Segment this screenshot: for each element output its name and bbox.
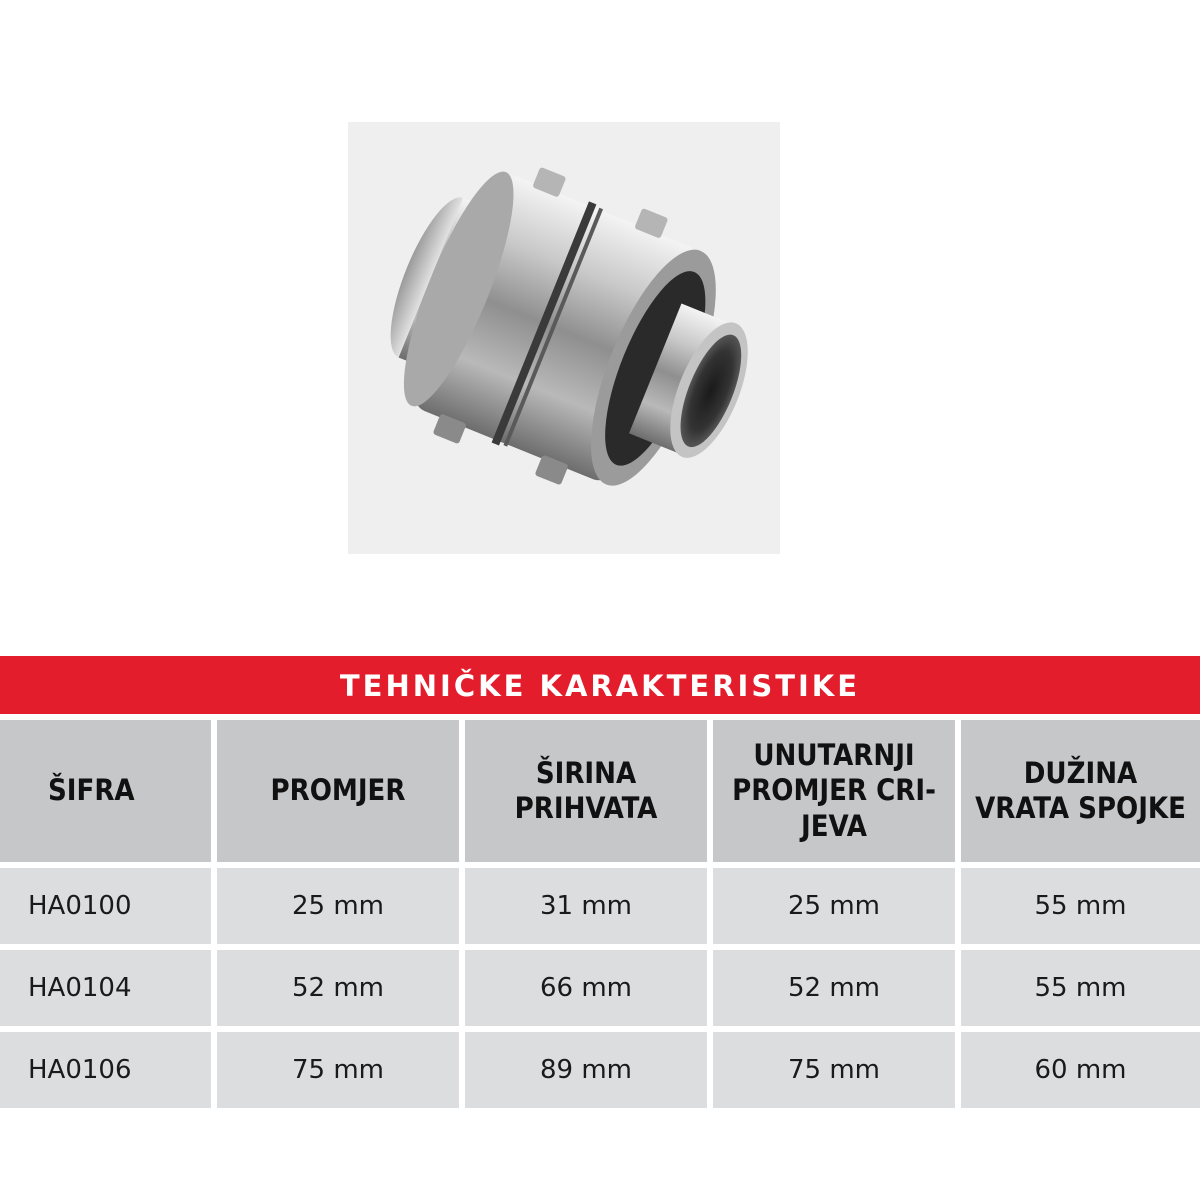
spec-banner bbox=[0, 656, 1200, 714]
spec-table bbox=[0, 720, 1200, 1112]
column-header-sifra: ŠIFRA bbox=[0, 720, 211, 862]
column-header-promjer: PROMJER bbox=[217, 720, 459, 862]
hose-coupling-icon bbox=[348, 122, 780, 554]
table-cell-code: HA0104 bbox=[0, 950, 211, 1026]
table-cell-diameter: 25 mm bbox=[217, 868, 459, 944]
table-cell-neck-length: 60 mm bbox=[961, 1032, 1200, 1108]
column-header-sirina-prihvata: ŠIRINA PRIHVATA bbox=[465, 720, 707, 862]
table-cell-code: HA0106 bbox=[0, 1032, 211, 1108]
table-cell-grip-width: 66 mm bbox=[465, 950, 707, 1026]
table-cell-grip-width: 89 mm bbox=[465, 1032, 707, 1108]
table-cell-neck-length: 55 mm bbox=[961, 868, 1200, 944]
table-cell-inner-diameter: 25 mm bbox=[713, 868, 955, 944]
spec-banner-title: TEHNIČKE KARAKTERISTIKE bbox=[339, 668, 861, 703]
table-cell-code: HA0100 bbox=[0, 868, 211, 944]
table-cell-diameter: 75 mm bbox=[217, 1032, 459, 1108]
column-header-unutarnji-promjer: UNUTARNJI PROMJER CRI- JEVA bbox=[713, 720, 955, 862]
column-header-duzina-vrata: DUŽINA VRATA SPOJKE bbox=[961, 720, 1200, 862]
table-cell-inner-diameter: 52 mm bbox=[713, 950, 955, 1026]
table-cell-neck-length: 55 mm bbox=[961, 950, 1200, 1026]
table-cell-diameter: 52 mm bbox=[217, 950, 459, 1026]
product-photo bbox=[348, 122, 780, 554]
table-cell-grip-width: 31 mm bbox=[465, 868, 707, 944]
table-cell-inner-diameter: 75 mm bbox=[713, 1032, 955, 1108]
